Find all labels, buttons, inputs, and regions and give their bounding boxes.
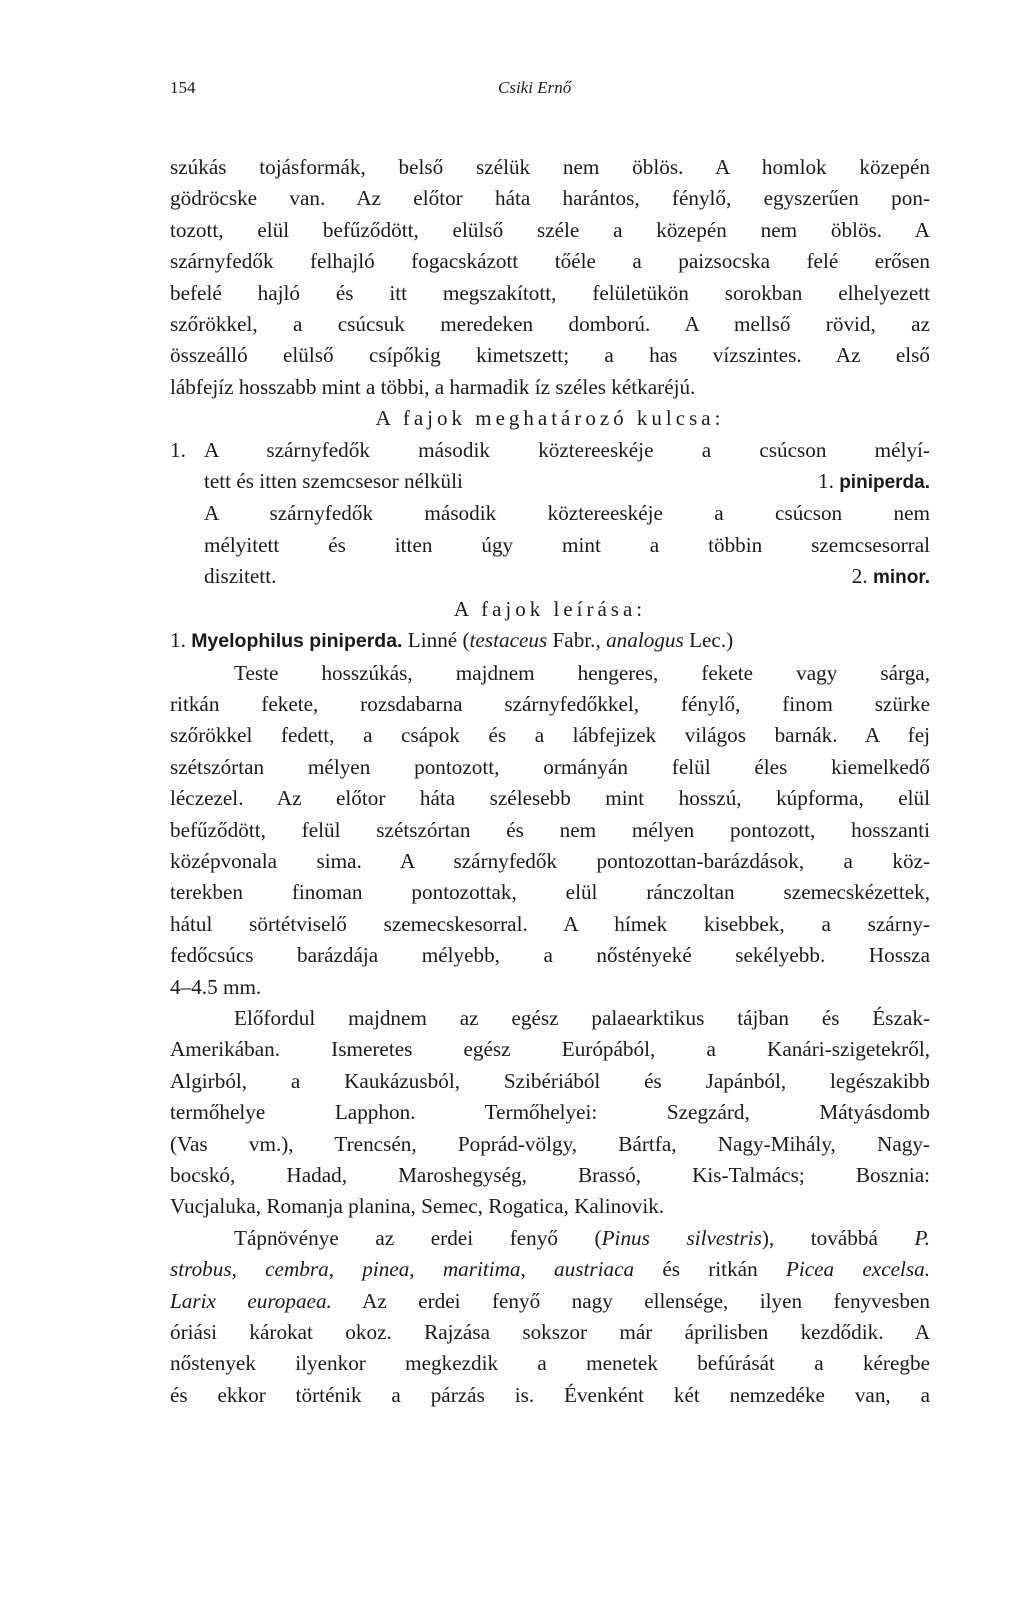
host-paragraph (170, 1223, 930, 1411)
text-line: tozott, elül befűződött, elülső széle a közepén nem öblös. A (170, 217, 930, 242)
distribution-paragraph (170, 1003, 930, 1223)
species-name: Myelophilus piniperda. (191, 630, 403, 653)
book-page (170, 78, 930, 1411)
plant-name: strobus, cembra, pinea, maritima, austriaca (170, 1257, 635, 1282)
text-line: lábfejíz hosszabb mint a többi, a harmadik íz széles kétkaréjú. (170, 374, 696, 399)
text-line: Előfordul majdnem az egész palaearktikus tájban és Észak- (234, 1005, 930, 1030)
text-line: szőrökkel, a csúcsuk meredeken domború. A mellső rövid, az (170, 312, 930, 337)
text-line: léczezel. Az előtor háta szélesebb mint hosszú, kúpforma, elül (170, 786, 930, 811)
text-line: befelé hajló és itt megszakított, felületükön sorokban elhelyezett (170, 280, 930, 305)
result-number: 1. (818, 469, 834, 494)
text-span: és ritkán (662, 1257, 758, 1282)
key-line (170, 435, 930, 466)
synonym: testaceus (469, 628, 548, 653)
text-line: és ekkor történik a párzás is. Évenként két nemzedéke van, a (170, 1382, 930, 1407)
text-line: 4–4.5 mm. (170, 974, 262, 999)
intro-paragraph (170, 152, 930, 403)
key-number: 1. (170, 437, 186, 462)
key-text: tett és itten szemcsesor nélküli (204, 469, 463, 494)
text-line: hátul sörtétviselő szemecskesorral. A hímek kisebbek, a szárny- (170, 911, 930, 936)
text-line: Teste hosszúkás, majdnem hengeres, fekete vagy sárga, (234, 660, 930, 685)
key-heading: A fajok meghatározó kulcsa: (375, 406, 725, 431)
text-line: összeálló elülső csípőkig kimetszett; a has vízszintes. Az első (170, 343, 930, 368)
key-line (170, 561, 930, 593)
text-line: szúkás tojásformák, belső szélük nem öblös. A homlok közepén (170, 155, 930, 179)
text-line: termőhelye Lapphon. Termőhelyei: Szegzárd, Mátyásdomb (170, 1100, 930, 1125)
description-paragraph (170, 658, 930, 1003)
result-number: 2. (851, 564, 868, 589)
plant-name: Larix europaea. (170, 1288, 332, 1313)
text-line (170, 1286, 930, 1317)
plant-name: Pinus silvestris (601, 1225, 762, 1250)
text-line: befűződött, felül szétszórtan és nem mélyen pontozott, hosszanti (170, 817, 930, 842)
key-line: mélyitett és itten úgy mint a többin szemcsesorral (204, 532, 930, 557)
result-species: piniperda. (839, 472, 930, 494)
text-span: ), továbbá (761, 1225, 878, 1250)
text-line: szétszórtan mélyen pontozott, ormányán felül éles kiemelkedő (170, 754, 930, 779)
species-heading (170, 625, 930, 657)
key-line (170, 466, 930, 498)
plant-name: P. (914, 1225, 930, 1250)
plant-name: Picea excelsa. (785, 1257, 931, 1282)
page-header (170, 78, 930, 108)
key-result (818, 466, 930, 498)
text-line: Amerikában. Ismeretes egész Európából, a Kanári-szigetekről, (170, 1037, 930, 1062)
text-line: szőrökkel fedett, a csápok és a lábfejizek világos barnák. A fej (170, 723, 930, 748)
text-line: Vucjaluka, Romanja planina, Semec, Rogatica, Kalinovik. (170, 1194, 665, 1219)
text-line: gödröcske van. Az előtor háta harántos, fénylő, egyszerűen pon- (170, 186, 930, 211)
text-line: ritkán fekete, rozsdabarna szárnyfedőkkel, fénylő, finom szürke (170, 691, 930, 716)
text-span: Az erdei fenyő nagy ellensége, ilyen fenyvesben (362, 1288, 930, 1313)
text-line: (Vas vm.), Trencsén, Poprád-völgy, Bártfa, Nagy-Mihály, Nagy- (170, 1131, 930, 1156)
key-text: diszitett. (204, 564, 277, 589)
text-line: fedőcsúcs barázdája mélyebb, a nőstényeké sekélyebb. Hossza (170, 943, 930, 968)
synonym-author: Lec.) (689, 628, 734, 653)
text-line (170, 1254, 930, 1285)
synonym-author: Fabr., (552, 628, 601, 653)
text-line: Algirból, a Kaukázusból, Szibériából és Japánból, legészakibb (170, 1068, 930, 1093)
synonym: analogus (606, 628, 684, 653)
text-line: szárnyfedők felhajló fogacskázott tőéle a paizsocska felé erősen (170, 249, 930, 274)
running-head: Csiki Ernő (498, 78, 572, 97)
text-line (170, 1223, 930, 1254)
text-line: középvonala sima. A szárnyfedők pontozottan-barázdások, a köz- (170, 848, 930, 873)
species-number: 1. (170, 628, 186, 653)
key-item-1 (170, 435, 930, 499)
key-line: A szárnyfedők második köztereeskéje a csúcson nem (204, 501, 930, 526)
text-line: óriási károkat okoz. Rajzása sokszor már áprilisben kezdődik. A (170, 1320, 930, 1345)
species-author: Linné ( (407, 628, 470, 653)
text-span: Tápnövénye az erdei fenyő ( (234, 1225, 602, 1250)
text-line: terekben finoman pontozottak, elül ránczoltan szemecskézettek, (170, 880, 930, 905)
result-species: minor. (872, 567, 930, 589)
text-line: bocskó, Hadad, Maroshegység, Brassó, Kis-Talmács; Bosznia: (170, 1163, 930, 1187)
key-result (852, 561, 930, 593)
text-line: nőstenyek ilyenkor megkezdik a menetek befúrását a kéregbe (170, 1351, 930, 1376)
page-number: 154 (170, 78, 196, 97)
description-heading: A fajok leírása: (453, 596, 647, 621)
key-item-2 (170, 498, 930, 593)
key-text: A szárnyfedők második köztereeskéje a csúcson mélyí- (204, 437, 930, 462)
